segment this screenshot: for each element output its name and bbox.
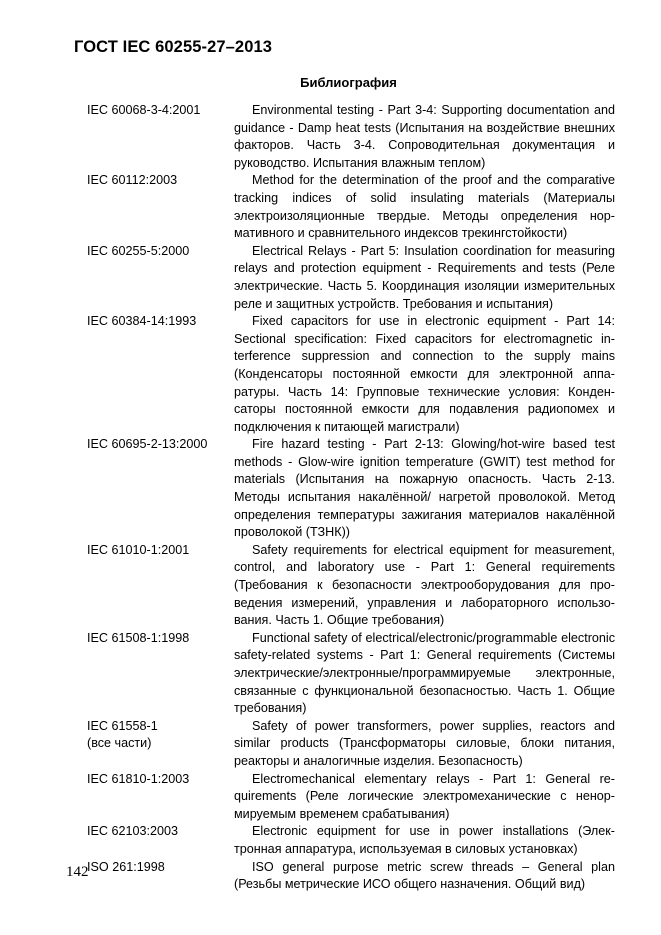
- standard-title: ISO general purpose metric screw threads – General plan (Резьбы метрические ИСО общего назначения. Общий вид): [234, 859, 615, 892]
- bibliography-entry: [87, 243, 615, 313]
- bibliography-entry: [87, 436, 615, 542]
- standard-title: Environmental testing - Part 3-4: Supporting documentation and guidance - Damp heat tests (Испытания на воздействие внешних факторов. Часть 3-4. Сопроводительная документация и руководство. Испытания влажным теплом): [234, 103, 615, 170]
- standard-title: Electrical Relays - Part 5: Insulation coordination for measuring relays and protection equipment - Requirements and tests (Реле электрические. Часть 5. Координация изоляции измерительных реле и защитных устройств. Требования и испытания): [234, 243, 615, 311]
- standard-code-text: IEC 60255-5:2000: [87, 243, 190, 258]
- bibliography-list: [87, 102, 615, 894]
- standard-code: [87, 859, 234, 894]
- standard-code-text: IEC 62103:2003: [87, 824, 179, 839]
- standard-code-text: ISO 261:1998: [87, 859, 165, 874]
- standard-code-text: IEC 61508-1:1998: [87, 630, 190, 645]
- standard-code: [87, 172, 234, 242]
- standard-title: Electromechanical elementary relays - Part 1: General requirements (Реле логические электромеханические с ненормируемым временем срабатывания): [234, 771, 615, 821]
- standard-code-text: IEC 60112:2003: [87, 173, 178, 188]
- standard-title: Fire hazard testing - Part 2-13: Glowing/hot-wire based test methods - Glow-wire ignition temperature (GWIT) test method for materials (Испытания на пожарную опасность. Часть 2-13. Методы испытания накалённой/ нагретой проволокой. Метод определения температуры зажигания материалов накалённой проволокой (ТЗНК)): [234, 437, 615, 540]
- bibliography-entry: [87, 630, 615, 718]
- bibliography-entry: [87, 823, 615, 858]
- standard-code-text: IEC 61810-1:2003: [87, 771, 190, 786]
- standard-code: [87, 436, 234, 542]
- standard-title: Safety of power transformers, power supplies, reactors and similar products (Трансформаторы силовые, блоки питания, реакторы и аналогичные изделия. Безопасность): [234, 718, 615, 768]
- bibliography-entry: [87, 172, 615, 242]
- standard-code: [87, 823, 234, 858]
- section-title: Библиография: [300, 75, 397, 90]
- document-header: ГОСТ IEC 60255-27–2013: [74, 38, 273, 56]
- standard-code: [87, 771, 234, 824]
- bibliography-entry: [87, 542, 615, 630]
- standard-code: [87, 630, 234, 718]
- standard-code-text: IEC 61010-1:2001: [87, 542, 190, 557]
- standard-title: Method for the determination of the proof and the comparative tracking indices of solid insulating materials (Материалы электроизоляционные твердые. Методы определения нормативного и сравнительного индексов трекингстойкости): [234, 173, 615, 241]
- standard-title: Electronic equipment for use in power installations (Электронная аппаратура, используемая в силовых установках): [234, 824, 615, 856]
- standard-code: [87, 718, 234, 771]
- bibliography-entry: [87, 771, 615, 824]
- standard-code: [87, 102, 234, 172]
- standard-code-note: (все части): [87, 736, 152, 751]
- standard-code-text: IEC 60384-14:1993: [87, 314, 197, 329]
- standard-code-text: IEC 60068-3-4:2001: [87, 103, 201, 117]
- bibliography-entry: [87, 313, 615, 436]
- standard-code: [87, 243, 234, 313]
- standard-code-text: IEC 61558-1: [87, 718, 158, 733]
- standard-code: [87, 542, 234, 630]
- bibliography-entry: [87, 859, 615, 894]
- standard-title: Safety requirements for electrical equipment for measurement, control, and laboratory use - Part 1: General requirements (Требования к безопасности электрооборудования для проведения измерений, управления и лабораторного использования. Часть 1. Общие требования): [234, 542, 615, 628]
- standard-title: Functional safety of electrical/electronic/programmable electronic safety-related systems - Part 1: General requirements (Системы электрические/электронные/программируемые электронные, связанные с функциональной безопасностью. Часть 1. Общие требования): [234, 630, 615, 716]
- standard-code-text: IEC 60695-2-13:2000: [87, 437, 208, 452]
- standard-code: [87, 313, 234, 436]
- page-number: 142: [66, 864, 89, 880]
- bibliography-entry: [87, 718, 615, 771]
- bibliography-entry: [87, 102, 615, 172]
- standard-title: Fixed capacitors for use in electronic equipment - Part 14: Sectional specification: Fixed capacitors for electromagnetic interference suppression and connection to the supply mains (Конденсаторы постоянной емкости для электронной аппаратуры. Часть 14: Групповые технические условия: Конденсаторы постоянной емкости для подавления радиопомех и подключения к питающей магистрали): [234, 314, 615, 434]
